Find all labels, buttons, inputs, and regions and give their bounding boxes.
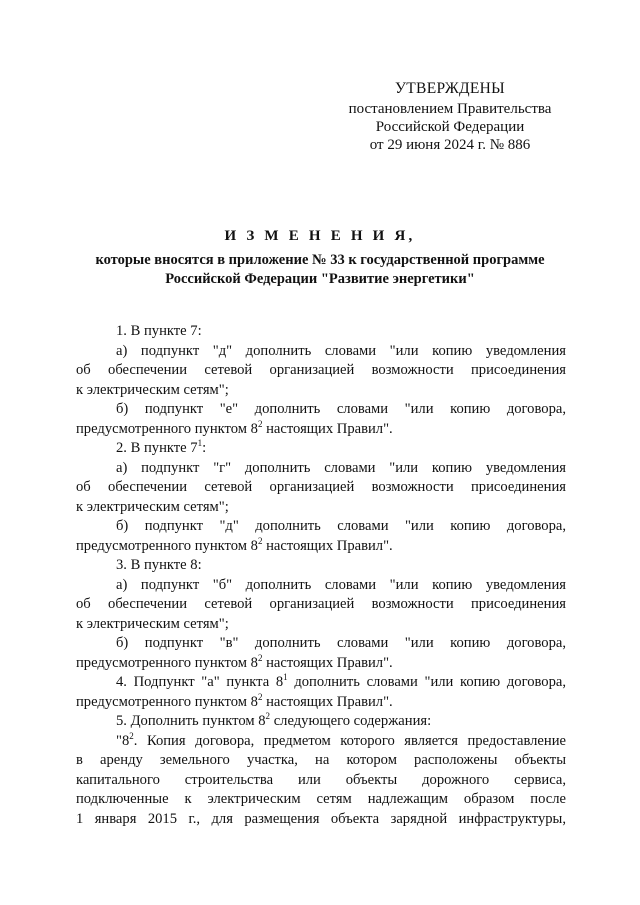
text-line: предусмотренного пунктом $8^2$ настоящих Правил". <box>76 691 393 710</box>
text-line: "$8^2$. Копия договора, предметом которого является предоставление <box>116 730 566 749</box>
approval-stamp <box>340 80 560 154</box>
text-line: к электрическим сетям"; <box>76 615 229 632</box>
text-line: об обеспечении сетевой организацией возможности присоединения <box>76 596 566 612</box>
document-title: И З М Е Н Е Н И Я, <box>224 228 416 244</box>
text-line: к электрическим сетям"; <box>76 381 229 398</box>
text-line: предусмотренного пунктом $8^2$ настоящих Правил". <box>76 418 393 437</box>
subtitle-line: которые вносятся в приложение № 33 к государственной программе <box>95 252 545 268</box>
approval-line: постановлением Правительства <box>348 101 552 117</box>
text-line: предусмотренного пунктом $8^2$ настоящих Правил". <box>76 652 393 671</box>
text-line: об обеспечении сетевой организацией возможности присоединения <box>76 362 566 378</box>
text-line: б) подпункт "е" дополнить словами "или копию договора, <box>116 401 566 417</box>
text-line: предусмотренного пунктом $8^2$ настоящих Правил". <box>76 535 393 554</box>
approval-line: Российской Федерации <box>375 119 525 135</box>
item-heading: 2. В пункте $7^1$: <box>116 438 207 456</box>
approval-line: от 29 июня 2024 г. № 886 <box>369 137 531 153</box>
text-line: а) подпункт "б" дополнить словами "или копию уведомления <box>116 576 566 593</box>
approval-heading: УТВЕРЖДЕНЫ <box>395 80 505 97</box>
text-line: 1 января 2015 г., для размещения объекта зарядной инфраструктуры, <box>76 810 566 827</box>
text-line: подключенные к электрическим сетям надлежащим образом после <box>76 791 566 807</box>
text-line: а) подпункт "г" дополнить словами "или копию уведомления <box>116 459 566 476</box>
text-line: капитального строительства или объекты дорожного сервиса, <box>76 771 566 788</box>
item-heading: 3. В пункте 8: <box>116 557 202 573</box>
item-heading: 5. Дополнить пунктом $8^2$ следующего содержания: <box>116 711 432 729</box>
text-line: в аренду земельного участка, на котором расположены объекты <box>76 752 566 768</box>
text-line: об обеспечении сетевой организацией возможности присоединения <box>76 479 566 495</box>
text-line: б) подпункт "в" дополнить словами "или копию договора, <box>116 635 566 651</box>
text-line: к электрическим сетям"; <box>76 498 229 515</box>
document-subtitle <box>60 251 580 289</box>
document-body <box>76 322 566 829</box>
item-heading: 1. В пункте 7: <box>116 323 202 339</box>
text-line: а) подпункт "д" дополнить словами "или копию уведомления <box>116 342 566 359</box>
subtitle-line: Российской Федерации "Развитие энергетики" <box>165 271 475 287</box>
text-line: 4. Подпункт "а" пункта $8^1$ дополнить словами "или копию договора, <box>116 672 567 690</box>
text-line: б) подпункт "д" дополнить словами "или копию договора, <box>116 518 566 534</box>
